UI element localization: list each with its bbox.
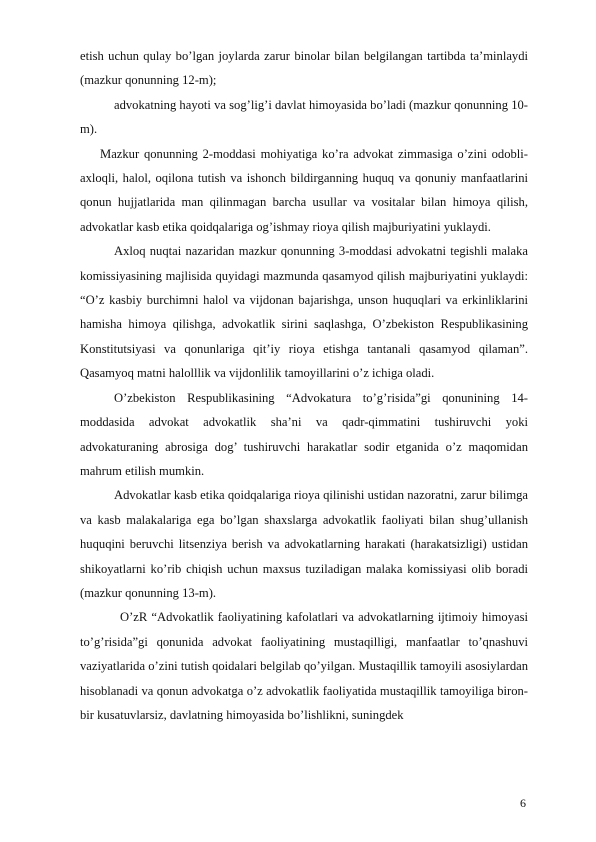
paragraph-article-3-oath: Axloq nuqtai nazaridan mazkur qonunning 3-moddasi advokatni tegishli malaka komissiyasining majlisida quyidagi mazmunda qasamyod qilish majburiyatini yuklaydi: “O’z kasbiy burchimni halol va vijdonan bajarishga, unson huquqlari va erkinliklarini hamisha himoya qilishga, advokatlik sirini saqlashga, O’zbekiston Respublikasining Konstitutsiyasi va qonunlariga qit’iy rioya etishga tantanali qasamyod qilaman”. Qasamyoq matni halolllik va vijdonlilik tamoyillarini o’z ichiga oladi. [80,244,528,381]
paragraph-article-2: Mazkur qonunning 2-moddasi mohiyatiga ko’ra advokat zimmasiga o’zini odobli-axloqli, halol, oqilona tutish va ishonch bildirganning huquq va qonuniy manfaatlarini qonun hujjatlarida man qilinmagan barcha usullar va vositalar bilan himoya qilish, advokatlar kasb etika qoidqalariga og’ishmay rioya qilish majburiyatini yuklaydi. [80,146,528,234]
paragraph-independence: O’zR “Advokatlik faoliyatining kafolatlari va advokatlarning ijtimoiy himoyasi to’g’risida”gi qonunida advokat faoliyatining mustaqilligi, manfaatlar to’qnashuvi vaziyatlarida o’zini tutish qoidalari belgilab qo’yilgan. Mustaqillik tamoyili asosiylardan hisoblanadi va qonun advokatga o’z advokatlik faoliyatida mustaqillik tamoyiliga biron-bir kusatuvlarsiz, davlatning himoyasida bo’lishlikni, suningdek [80,610,528,722]
page-number: 6 [520,796,526,810]
paragraph-qualification-commission: Advokatlar kasb etika qoidqalariga rioya qilinishi ustidan nazoratni, zarur bilimga va kasb malakalariga ega bo’lgan shaxslarga advokatlik faoliyati bilan shug’ullanish huquqini beruvchi litsenziya berish va advokatlarning harakati (harakatsizligi) ustidan shikoyatlarni ko’rib chiqish uchun maxsus tuziladigan malaka komissiyasi olib boradi (mazkur qonunning 13-m). [80,488,528,600]
paragraph-article-14: O’zbekiston Respublikasining “Advokatura to’g’risida”gi qonunining 14-moddasida advokat advokatlik sha’ni va qadr-qimmatini tushiruvchi yoki advokaturaning abrosiga dog’ tushiruvchi harakatlar sodir etganida o’z maqomidan mahrum etilish mumkin. [80,390,528,478]
paragraph-lawyer-protection-text: advokatning hayoti va sog’lig’i davlat himoyasida bo’ladi (mazkur qonunning 10-m). [80,97,528,137]
paragraph-continuation: etish uchun qulay bo’lgan joylarda zarur binolar bilan belgilangan tartibda ta’minlaydi (mazkur qonunning 12-m); [80,49,528,88]
paragraph-lawyer-protection [80,93,528,142]
document-body [80,44,528,727]
